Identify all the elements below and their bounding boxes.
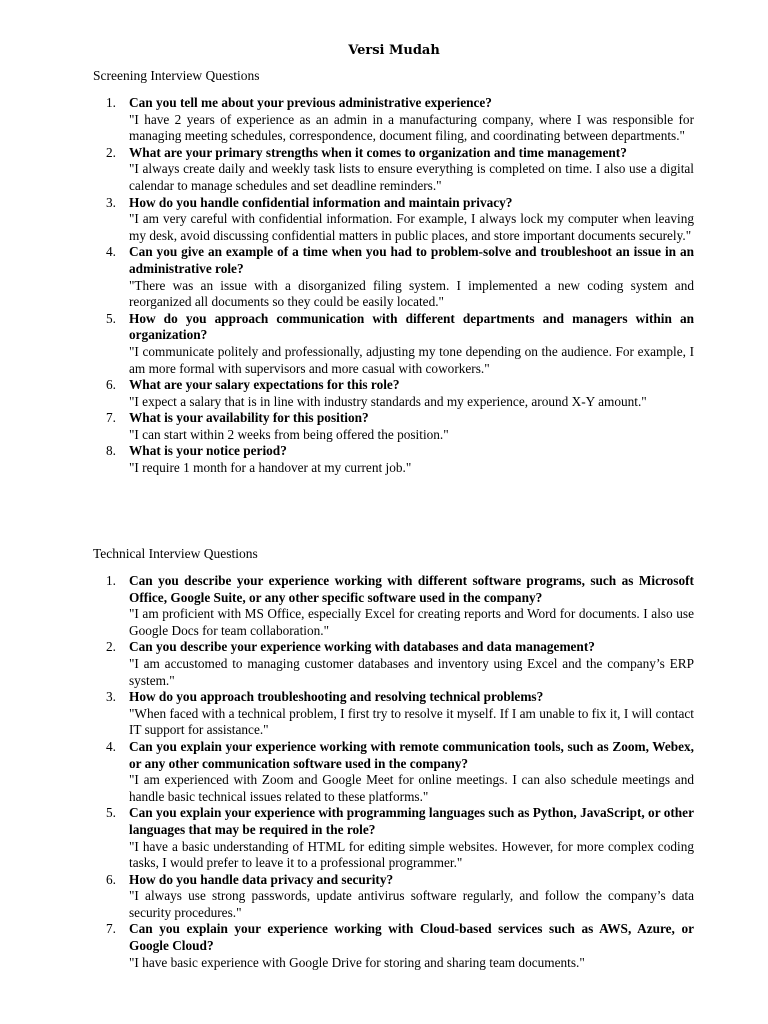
question-text: Can you describe your experience working with different software programs, such as Microsoft Office, Google Suite, or any other specific software used in the company? bbox=[129, 573, 694, 605]
answer-text: "I am accustomed to managing customer databases and inventory using Excel and the company’s ERP system." bbox=[129, 655, 694, 688]
list-item bbox=[0, 244, 694, 310]
answer-text: "I am very careful with confidential information. For example, I always lock my computer when leaving my desk, avoid discussing confidential matters in public places, and store important documents securely." bbox=[129, 211, 694, 243]
question-text: Can you tell me about your previous administrative experience? bbox=[129, 95, 492, 110]
list-item bbox=[0, 573, 694, 639]
technical-question-list bbox=[0, 573, 768, 971]
item-number: 7. bbox=[106, 921, 116, 937]
answer-text: "I have a basic understanding of HTML for editing simple websites. However, for more complex coding tasks, I would prefer to leave it to a professional programmer." bbox=[129, 838, 694, 871]
item-number: 5. bbox=[106, 310, 116, 326]
question-text: Can you explain your experience working with Cloud-based services such as AWS, Azure, or Google Cloud? bbox=[129, 921, 694, 954]
list-item bbox=[0, 639, 694, 689]
question-text: Can you describe your experience working with databases and data management? bbox=[129, 639, 595, 655]
answer-text: "When faced with a technical problem, I first try to resolve it myself. If I am unable to fix it, I will contact IT support for assistance." bbox=[129, 705, 694, 738]
item-number: 1. bbox=[106, 95, 116, 110]
list-item bbox=[0, 377, 694, 410]
answer-text: "There was an issue with a disorganized filing system. I implemented a new coding system and reorganized all documents so they could be easily located." bbox=[129, 277, 694, 310]
question-text: Can you give an example of a time when you had to problem-solve and troubleshoot an issue in an administrative role? bbox=[129, 244, 694, 276]
answer-text: "I always create daily and weekly task lists to ensure everything is completed on time. I also use a digital calendar to manage schedules and set deadline reminders." bbox=[129, 161, 694, 193]
answer-text: "I am experienced with Zoom and Google Meet for online meetings. I can also schedule meetings and handle basic technical issues related to these platforms." bbox=[129, 772, 694, 804]
question-text: What are your salary expectations for this role? bbox=[129, 377, 400, 393]
answer-text: "I can start within 2 weeks from being offered the position." bbox=[129, 426, 449, 442]
question-text: How do you handle confidential information and maintain privacy? bbox=[129, 194, 513, 210]
list-item bbox=[0, 805, 694, 871]
item-number: 3. bbox=[106, 689, 116, 705]
answer-text: "I have 2 years of experience as an admin in a manufacturing company, where I was responsible for managing meeting schedules, correspondence, document filing, and coordinating between departments." bbox=[129, 111, 694, 144]
technical-section-heading: Technical Interview Questions bbox=[93, 546, 258, 561]
question-text: How do you approach troubleshooting and resolving technical problems? bbox=[129, 689, 544, 705]
question-text: Can you explain your experience with programming languages such as Python, JavaScript, or other languages that may be required in the role? bbox=[129, 805, 694, 837]
question-text: Can you explain your experience working with remote communication tools, such as Zoom, Webex, or any other communication software used in the company? bbox=[129, 738, 694, 771]
item-number: 6. bbox=[106, 871, 116, 887]
question-text: What is your availability for this position? bbox=[129, 410, 369, 426]
answer-text: "I communicate politely and professionally, adjusting my tone depending on the audience. For example, I am more formal with supervisors and more casual with coworkers." bbox=[129, 343, 694, 376]
item-number: 3. bbox=[106, 194, 116, 210]
document-title: Versi Mudah bbox=[348, 43, 440, 58]
item-number: 7. bbox=[106, 410, 116, 426]
question-text: How do you approach communication with different departments and managers within an organization? bbox=[129, 310, 694, 343]
list-item bbox=[0, 410, 694, 443]
answer-text: "I am proficient with MS Office, especially Excel for creating reports and Word for documents. I also use Google Docs for team collaboration." bbox=[129, 606, 694, 638]
item-number: 6. bbox=[106, 377, 116, 393]
answer-text: "I require 1 month for a handover at my current job." bbox=[129, 460, 412, 476]
list-item bbox=[0, 311, 694, 377]
item-number: 2. bbox=[106, 639, 116, 655]
answer-text: "I always use strong passwords, update antivirus software regularly, and follow the company’s data security procedures." bbox=[129, 888, 694, 920]
item-number: 2. bbox=[106, 144, 116, 160]
list-item bbox=[0, 145, 694, 195]
answer-text: "I have basic experience with Google Drive for storing and sharing team documents." bbox=[129, 954, 585, 970]
list-item bbox=[0, 689, 694, 739]
list-item bbox=[0, 443, 694, 476]
list-item bbox=[0, 739, 694, 805]
item-number: 8. bbox=[106, 443, 116, 459]
item-number: 4. bbox=[106, 244, 116, 260]
list-item bbox=[0, 195, 694, 245]
question-text: How do you handle data privacy and security? bbox=[129, 871, 394, 887]
answer-text: "I expect a salary that is in line with industry standards and my experience, around X-Y amount." bbox=[129, 393, 647, 409]
list-item bbox=[0, 95, 694, 145]
item-number: 5. bbox=[106, 805, 116, 821]
item-number: 4. bbox=[106, 738, 116, 754]
question-text: What are your primary strengths when it comes to organization and time management? bbox=[129, 144, 627, 160]
list-item bbox=[0, 872, 694, 922]
screening-question-list bbox=[0, 95, 768, 477]
item-number: 1. bbox=[106, 573, 116, 588]
screening-section-heading: Screening Interview Questions bbox=[93, 68, 260, 83]
list-item bbox=[0, 921, 694, 971]
question-text: What is your notice period? bbox=[129, 443, 287, 459]
